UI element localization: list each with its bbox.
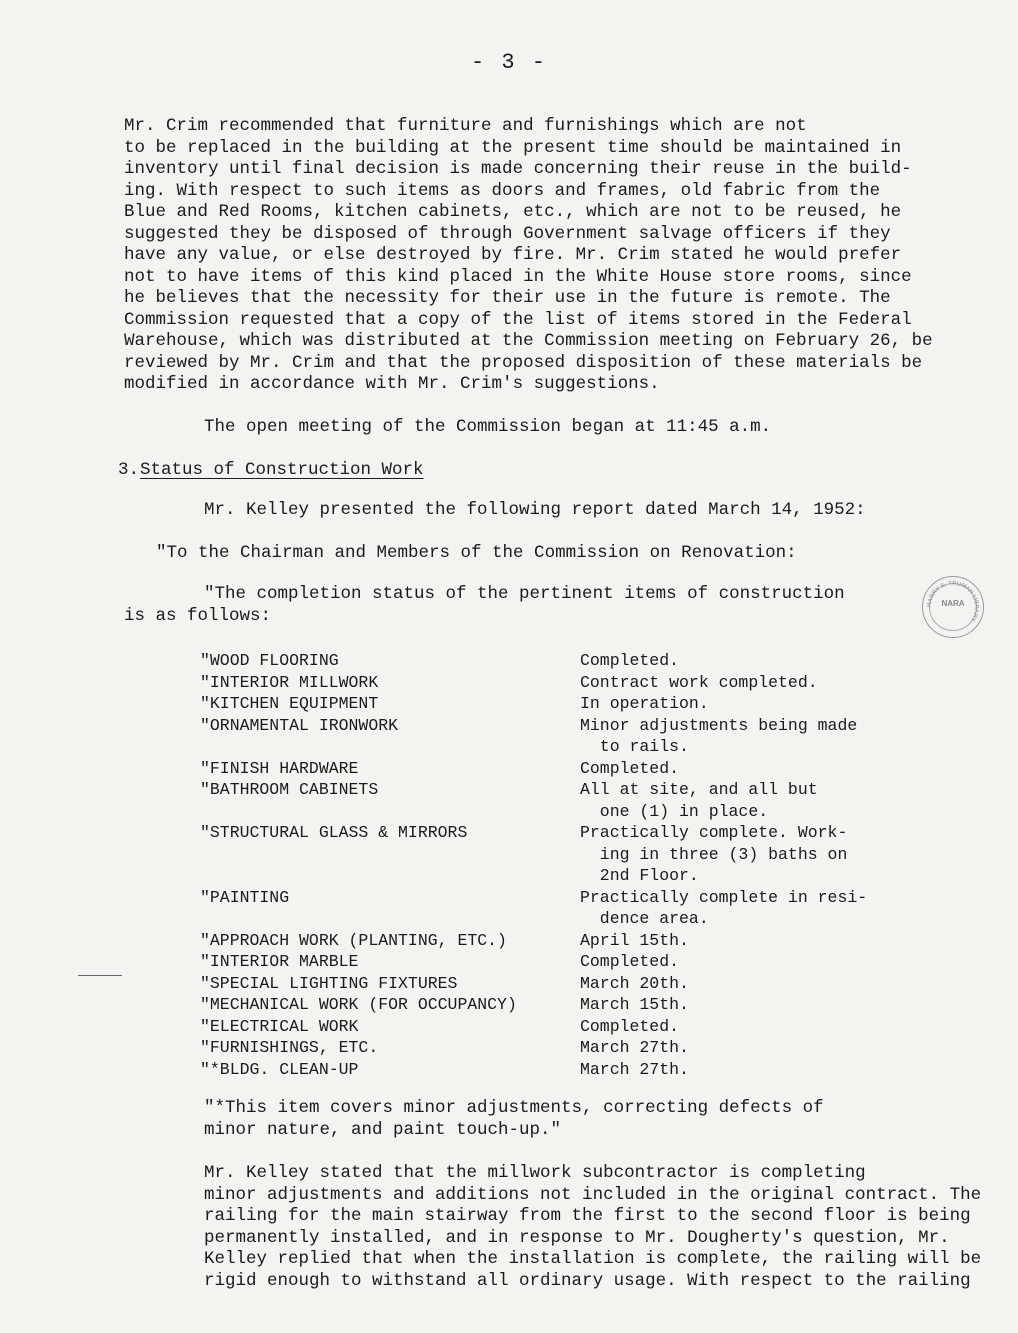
table-row	[200, 973, 920, 995]
table-item: "STRUCTURAL GLASS & MIRRORS	[200, 823, 468, 842]
table-item: "ORNAMENTAL IRONWORK	[200, 715, 399, 735]
table-item: "INTERIOR MARBLE	[200, 952, 359, 971]
paragraph-completion-intro-cont: is as follows:	[124, 606, 272, 626]
table-status: March 27th.	[580, 1059, 689, 1079]
table-status: March 20th.	[580, 973, 689, 993]
table-status: All at site, and all but one (1) in place.	[580, 780, 818, 821]
paragraph-open-meeting: The open meeting of the Commission began at 11:45 a.m.	[204, 417, 772, 437]
section-title: Status of Construction Work	[140, 460, 424, 480]
table-item: "BATHROOM CABINETS	[200, 780, 379, 799]
table-row	[200, 887, 920, 930]
table-status: Practically complete in resi- dence area.	[580, 887, 868, 928]
table-row	[200, 930, 920, 952]
table-item: "KITCHEN EQUIPMENT	[200, 694, 379, 713]
table-status: Completed.	[580, 952, 680, 971]
table-status: March 15th.	[580, 995, 689, 1014]
margin-mark	[78, 975, 122, 976]
construction-status-table	[200, 650, 920, 1080]
table-item: "PAINTING	[200, 887, 290, 907]
table-item: "SPECIAL LIGHTING FIXTURES	[200, 973, 458, 993]
table-status: Practically complete. Work- ing in three (3) baths on 2nd Floor.	[580, 823, 848, 885]
table-row	[200, 1059, 920, 1081]
paragraph-crim-recommendation: Mr. Crim recommended that furniture and furnishings which are not to be replaced in the building at the present time should be maintained in inventory until final decision is made concerning their reuse in the build- ing. With respect to such items as doors and frames, old fabric from the Blue and Red Rooms, kitchen cabinets, etc., which are not to be reused, he suggested they be disposed of through Government salvage officers if they have any value, or else destroyed by fire. Mr. Crim stated he would prefer not to have items of this kind placed in the White House store rooms, since he believes that the necessity for their use in the future is remote. The Commission requested that a copy of the list of items stored in the Federal Warehouse, which was distributed at the Commission meeting on February 26, be reviewed by Mr. Crim and that the proposed disposition of these materials be modified in accordance with Mr. Crim's suggestions.	[124, 116, 933, 394]
table-status: Contract work completed.	[580, 672, 818, 692]
library-stamp	[922, 576, 984, 638]
table-row	[200, 650, 920, 672]
paragraph-kelley-report: Mr. Kelley presented the following report dated March 14, 1952:	[204, 500, 866, 520]
table-status: April 15th.	[580, 930, 689, 950]
table-status: Completed.	[580, 758, 680, 778]
table-row	[200, 779, 920, 822]
table-item: "WOOD FLOORING	[200, 651, 339, 670]
table-item: "FINISH HARDWARE	[200, 758, 359, 778]
table-row	[200, 1037, 920, 1059]
table-status: In operation.	[580, 694, 709, 713]
table-item: "APPROACH WORK (PLANTING, ETC.)	[200, 930, 507, 950]
table-status: Completed.	[580, 651, 680, 670]
table-row	[200, 715, 920, 758]
table-row	[200, 758, 920, 780]
table-item: "MECHANICAL WORK (FOR OCCUPANCY)	[200, 995, 517, 1014]
paragraph-millwork: Mr. Kelley stated that the millwork subcontractor is completing minor adjustments and additions not included in the original contract. The railing for the main stairway from the first to the second floor is being permanently installed, and in response to Mr. Dougherty's question, Mr. Kelley replied that when the installation is complete, the railing will be rigid enough to withstand all ordinary usage. With respect to the railing	[204, 1163, 982, 1291]
paragraph-salutation: "To the Chairman and Members of the Commission on Renovation:	[156, 543, 797, 563]
section-number: 3.	[118, 460, 140, 480]
table-row	[200, 693, 920, 715]
paragraph-completion-intro: "The completion status of the pertinent items of construction	[204, 584, 845, 604]
table-row	[200, 1016, 920, 1038]
table-status: Minor adjustments being made to rails.	[580, 715, 858, 756]
table-row	[200, 994, 920, 1016]
table-item: "ELECTRICAL WORK	[200, 1016, 359, 1036]
stamp-center-text: NARA	[941, 599, 965, 608]
table-item: "FURNISHINGS, ETC.	[200, 1038, 379, 1057]
paragraph-footnote: "*This item covers minor adjustments, correcting defects of minor nature, and paint touch-up."	[204, 1098, 824, 1140]
table-status: March 27th.	[580, 1038, 689, 1057]
page-number: - 3 -	[470, 50, 547, 75]
table-row	[200, 822, 920, 887]
table-item: "*BLDG. CLEAN-UP	[200, 1059, 359, 1079]
table-item: "INTERIOR MILLWORK	[200, 672, 379, 692]
table-row	[200, 672, 920, 694]
table-status: Completed.	[580, 1016, 680, 1036]
svg-text:HARRY S. TRUMAN LIBRARY: HARRY S. TRUMAN LIBRARY	[926, 580, 980, 623]
table-row	[200, 951, 920, 973]
section-heading	[118, 460, 424, 480]
